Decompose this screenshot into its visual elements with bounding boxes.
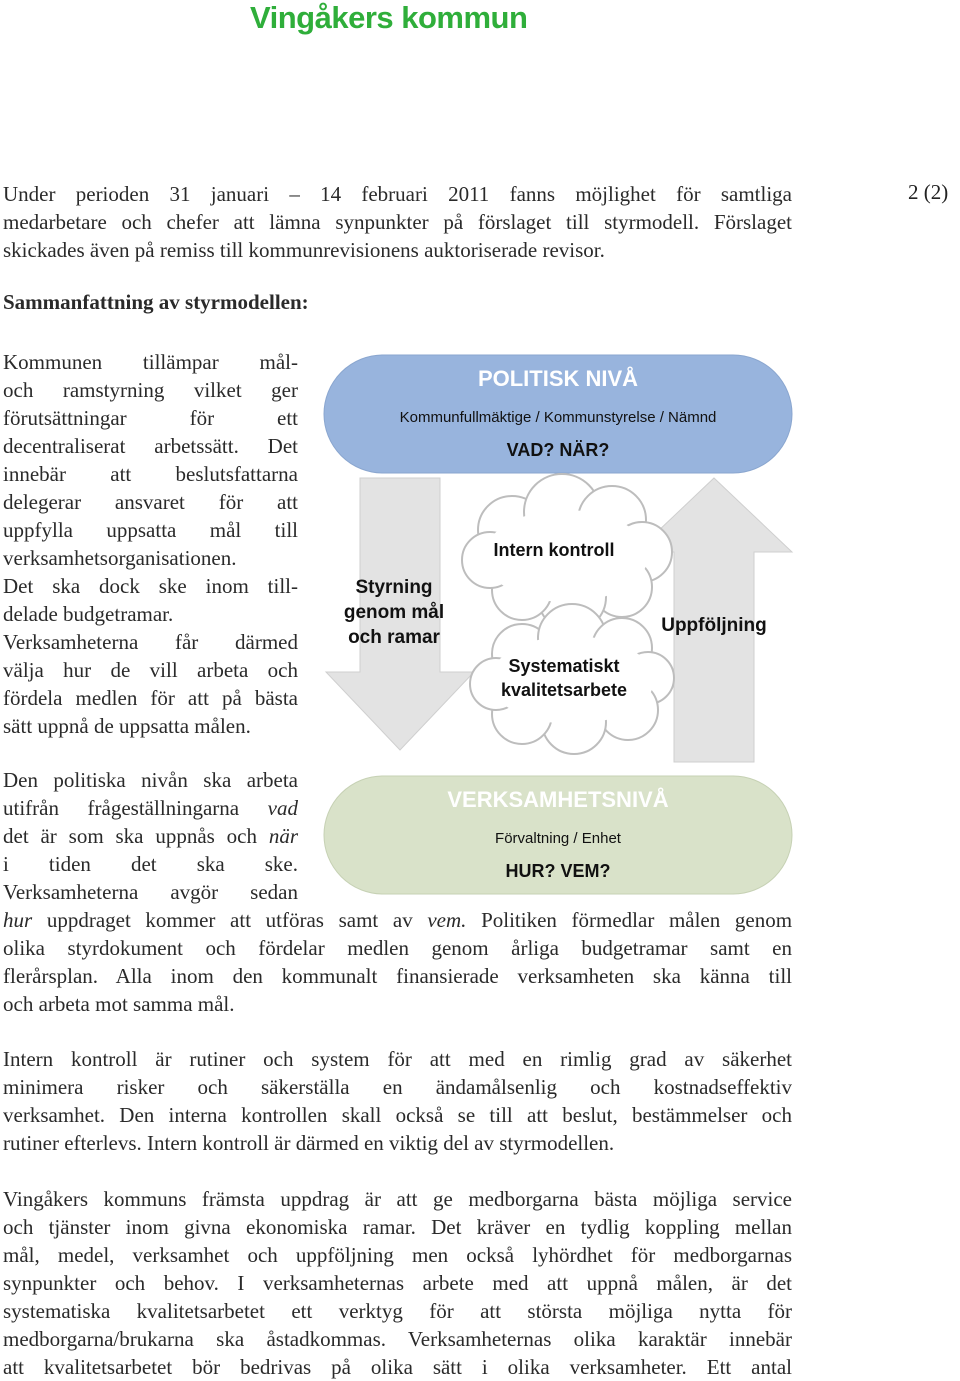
operational-level-subtitle: Förvaltning / Enhet bbox=[495, 830, 621, 847]
political-level-paragraph: Den politiska nivån ska arbeta utifrån frågeställningarna vad det är som ska uppnås och när i tiden det ska ske. Verksamheterna avgör sedan hur uppdraget kommer att utföras samt av vem. Politiken förmedlar målen genom olika styrdokument och fördelar medlen genom årliga budgetramar samt en flerårsplan. Alla inom den kommunalt finansierade verksamheten ska känna till och arbeta mot samma mål. bbox=[3, 768, 793, 1016]
quality-work-label-1: Systematiskt bbox=[508, 656, 620, 676]
down-arrow-label-2: genom mål bbox=[343, 602, 445, 623]
down-arrow-label-3: och ramar bbox=[348, 627, 440, 648]
intro-paragraph: Under perioden 31 januari – 14 februari 2011 fanns möjlighet för samtliga medarbetare och chefer att lämna synpunkter på förslaget till styrmodell. Förslaget skickades även på remiss till kommunrevisionens auktoriserade revisor. bbox=[3, 182, 792, 262]
left-column-paragraph: Kommunen tillämpar mål- och ramstyrning vilket ger förutsättningar för ett decentraliserat arbetssätt. Det innebär att beslutsfattarna delegerar ansvaret för att uppfylla uppsatta mål till verksamhetsorganisationen. Det ska dock ske inom till- delade budgetramar. Verksamheterna får därmed välja hur de vill arbeta och fördela medlen för att på bästa sätt uppnå de uppsatta målen. bbox=[3, 350, 298, 738]
page-number: 2 (2) bbox=[908, 180, 949, 204]
political-level-question: VAD? NÄR? bbox=[506, 440, 610, 460]
political-level-title: POLITISK NIVÅ bbox=[477, 366, 639, 391]
up-arrow-label: Uppföljning bbox=[661, 615, 767, 636]
operational-level-question: HUR? VEM? bbox=[505, 861, 611, 881]
down-arrow-label-1: Styrning bbox=[355, 577, 433, 598]
quality-work-label-2: kvalitetsarbete bbox=[500, 680, 628, 700]
political-level-subtitle: Kommunfullmäktige / Kommunstyrelse / Nämnd bbox=[399, 409, 717, 426]
internal-control-label: Intern kontroll bbox=[493, 540, 615, 560]
internal-control-paragraph: Intern kontroll är rutiner och system för att med en rimlig grad av säkerhet minimera risker och säkerställa en ändamålsenlig och kostnadseffektiv verksamhet. Den interna kontrollen skall också se till att beslut, bestämmelser och rutiner efterlevs. Intern kontroll är därmed en viktig del av styrmodellen. bbox=[3, 1047, 792, 1155]
operational-level-title: VERKSAMHETSNIVÅ bbox=[447, 787, 669, 812]
governance-model-diagram bbox=[322, 352, 796, 900]
mission-paragraph: Vingåkers kommuns främsta uppdrag är att ge medborgarna bästa möjliga service och tjänster inom givna ekonomiska ramar. Det kräver en tydlig koppling mellan mål, medel, verksamhet och uppföljning men också lyhördhet för medborgarnas synpunkter och behov. I verksamheternas arbete med att uppnå målen, är det systematiska kvalitetsarbetet ett verktyg för att största möjliga nytta för medborgarna/brukarna ska åstadkommas. Verksamheternas olika karaktär innebär att kvalitetsarbetet bör bedrivas på olika sätt i olika verksamheter. Ett antal bbox=[3, 1187, 792, 1379]
section-heading: Sammanfattning av styrmodellen: bbox=[3, 290, 309, 314]
municipality-title: Vingåkers kommun bbox=[250, 0, 528, 35]
